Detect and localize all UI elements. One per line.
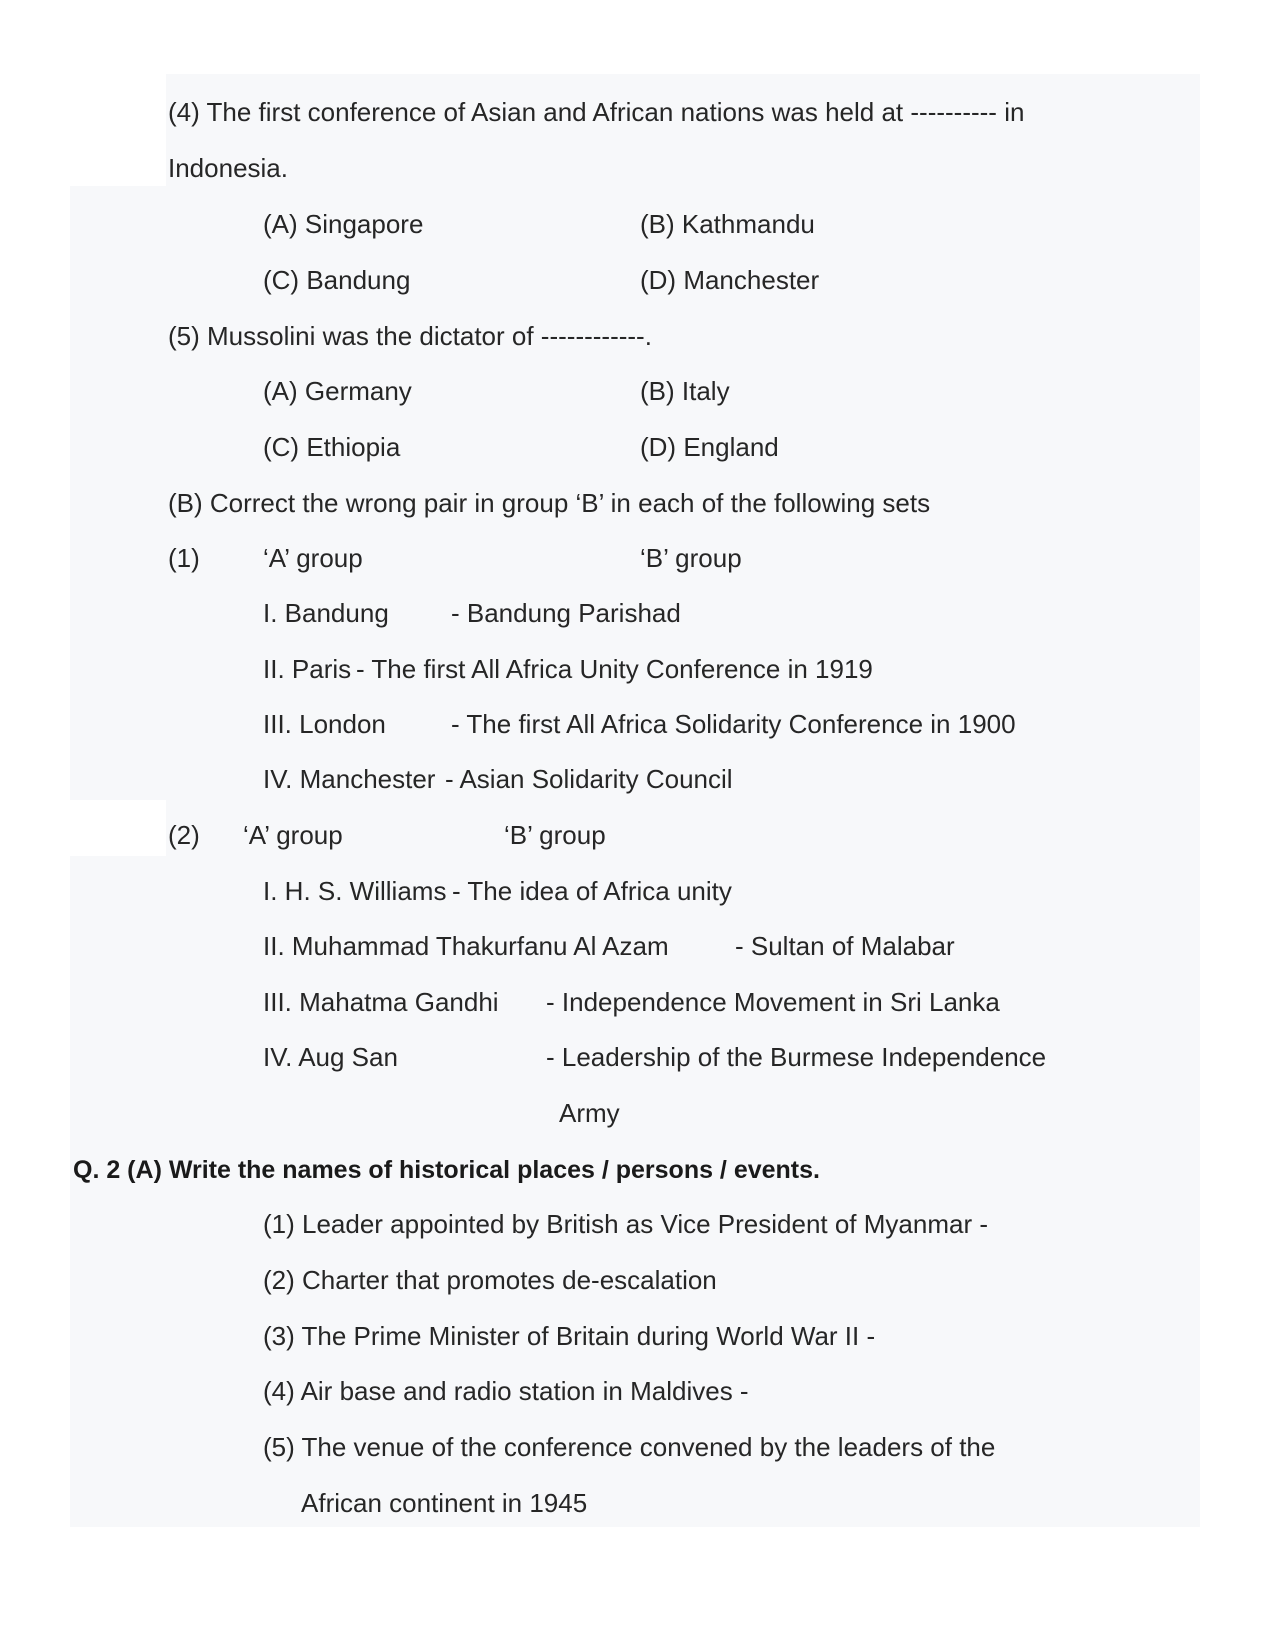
q2-item-5-cont: African continent in 1945 <box>301 1488 588 1518</box>
set2-row1-b: - The idea of Africa unity <box>452 876 732 906</box>
q1-item4-option-a: (A) Singapore <box>263 209 424 239</box>
set1-row1-a: I. Bandung <box>263 598 389 628</box>
set1-row4-a: IV. Manchester <box>263 764 436 794</box>
set2-b-header: ‘B’ group <box>504 820 606 850</box>
set2-row3-a: III. Mahatma Gandhi <box>263 987 499 1017</box>
set2-row2-a: II. Muhammad Thakurfanu Al Azam <box>263 931 669 961</box>
set2-number: (2) <box>168 820 200 850</box>
set1-row1-b: - Bandung Parishad <box>451 598 681 628</box>
q2-item-2: (2) Charter that promotes de-escalation <box>263 1265 717 1295</box>
q1-item5-option-a: (A) Germany <box>263 376 412 406</box>
set2-row4-b-cont: Army <box>559 1098 620 1128</box>
q1-item4-option-d: (D) Manchester <box>640 265 820 295</box>
q1-item4-stem-cont: Indonesia. <box>168 153 288 183</box>
set2-row3-b: - Independence Movement in Sri Lanka <box>546 987 1000 1017</box>
set2-row2-b: - Sultan of Malabar <box>735 931 955 961</box>
q1-item4-option-c: (C) Bandung <box>263 265 411 295</box>
q1-item5-option-d: (D) England <box>640 432 779 462</box>
set2-row1-a: I. H. S. Williams <box>263 876 447 906</box>
set1-row2-b: - The first All Africa Unity Conference in 1919 <box>356 654 873 684</box>
q2-item-1: (1) Leader appointed by British as Vice President of Myanmar - <box>263 1209 988 1239</box>
set2-row4-a: IV. Aug San <box>263 1042 398 1072</box>
q2-item-5: (5) The venue of the conference convened by the leaders of the <box>263 1432 996 1462</box>
q1-item5-option-c: (C) Ethiopia <box>263 432 401 462</box>
set1-row2-a: II. Paris <box>263 654 352 684</box>
set1-row4-b: - Asian Solidarity Council <box>445 764 733 794</box>
section-b-title: (B) Correct the wrong pair in group ‘B’ in each of the following sets <box>168 488 931 518</box>
q2-heading: Q. 2 (A) Write the names of historical places / persons / events. <box>73 1156 820 1184</box>
set1-b-header: ‘B’ group <box>640 543 742 573</box>
shaded-margin <box>70 186 170 800</box>
q1-item5-stem: (5) Mussolini was the dictator of ------------. <box>168 321 652 351</box>
q2-item-4: (4) Air base and radio station in Maldives - <box>263 1376 749 1406</box>
set1-number: (1) <box>168 543 200 573</box>
q1-item4-option-b: (B) Kathmandu <box>640 209 815 239</box>
set1-a-header: ‘A’ group <box>263 543 363 573</box>
q2-item-3: (3) The Prime Minister of Britain during World War II - <box>263 1321 876 1351</box>
q1-item4-stem: (4) The first conference of Asian and African nations was held at ---------- in <box>168 97 1025 127</box>
set2-row4-b: - Leadership of the Burmese Independence <box>546 1042 1047 1072</box>
shaded-margin-lower <box>70 856 170 1527</box>
q1-item5-option-b: (B) Italy <box>640 376 730 406</box>
set1-row3-b: - The first All Africa Solidarity Conference in 1900 <box>451 709 1016 739</box>
set1-row3-a: III. London <box>263 709 386 739</box>
set2-a-header: ‘A’ group <box>243 820 343 850</box>
